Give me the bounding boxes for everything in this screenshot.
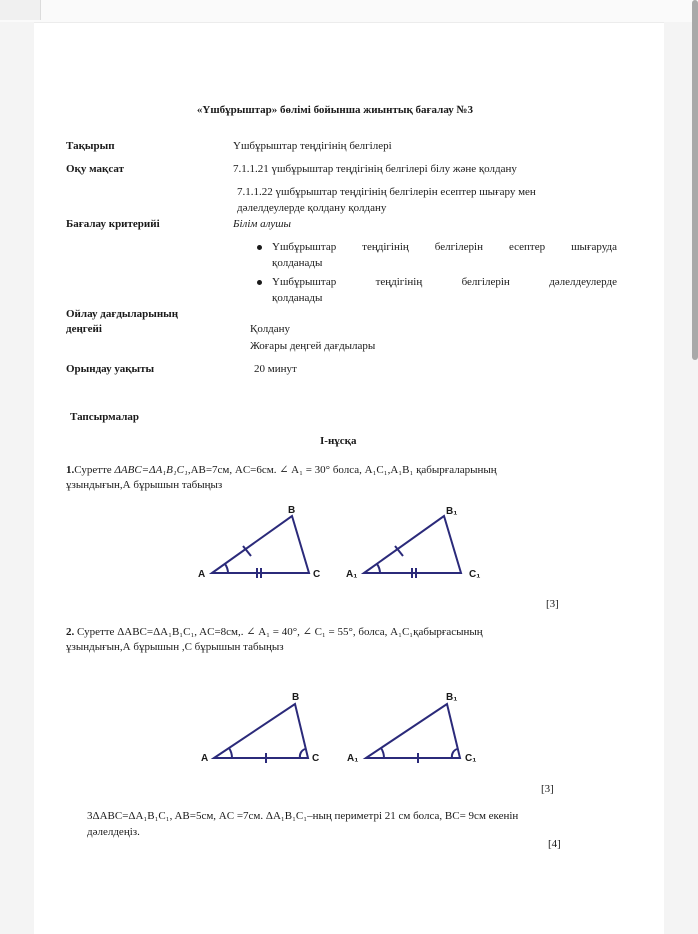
vertex-label-b-2: B [292, 692, 300, 703]
objective-2-line1: 7.1.1.22 үшбұрыштар теңдігінің белгілерін есептер шығару мен [237, 186, 536, 198]
page-title: «Үшбұрыштар» бөлімі бойынша жиынтық бағалау №3 [196, 104, 474, 116]
task-1-figure [190, 500, 490, 590]
triangle-abc-shape [212, 516, 309, 573]
topic-label: Тақырып [66, 140, 115, 152]
criteria-1-word: теңдігінің [362, 241, 409, 253]
vertex-label-b1: B₁ [446, 506, 458, 517]
criteria-1-line2: қолданады [272, 257, 323, 269]
vertex-label-a1: A₁ [346, 569, 358, 580]
triangle-a1b1c1 [364, 516, 461, 578]
vertex-label-c1-2: C₁ [465, 753, 477, 764]
criteria-1-word: Үшбұрыштар [272, 241, 337, 253]
triangle-abc-2-shape [214, 704, 308, 758]
task-1-line1 [66, 463, 497, 476]
task-2-number: 2. [66, 626, 75, 638]
vertex-label-c-2: C [312, 753, 320, 764]
task-1-equation: ΔABC=ΔA₁B₁C₁ [114, 464, 188, 476]
vertex-label-c1: C₁ [469, 569, 481, 580]
task-2-line2: ұзындығын,А бұрышын ,С бұрышын табыңыз [66, 641, 284, 653]
angle-arc-a [225, 564, 228, 573]
vertex-label-b: B [288, 505, 296, 516]
criteria-label: Бағалау критерийі [66, 218, 160, 230]
tasks-heading: Тапсырмалар [70, 411, 139, 423]
viewer-corner [0, 0, 41, 20]
task-1-lead: Суретте [74, 464, 115, 476]
angle-arc-a-2 [229, 748, 232, 758]
angle-arc-c-2 [300, 749, 305, 758]
criteria-1-word: есептер [508, 241, 546, 253]
triangle-a1b1c1-2 [366, 704, 460, 763]
time-value: 20 минут [254, 363, 297, 375]
triangle-abc-2 [214, 704, 308, 763]
criteria-2-word: теңдігінің [375, 276, 423, 288]
thinking-label-line1: Ойлау дағдыларының [66, 308, 179, 320]
bullet-icon [257, 280, 262, 285]
task-1-mark: [3] [546, 598, 559, 610]
angle-arc-a1-2 [381, 748, 384, 758]
criteria-2-line2: қолданады [272, 292, 323, 304]
objective-label: Оқу мақсат [66, 163, 125, 175]
task-1-given: ,AB=7см, AC=6см. ∠ A₁ = 30° болса, A₁C₁,A₁B₁ [187, 464, 414, 476]
criteria-2-word: белгілерін [461, 276, 510, 288]
topic-value: Үшбұрыштар теңдігінің белгілері [233, 140, 392, 152]
task-2-line1 [66, 625, 483, 638]
task-1-number: 1. [66, 464, 75, 476]
task-3-line2: дәлелдеңіз. [87, 826, 140, 838]
angle-arc-a1 [377, 564, 380, 573]
criteria-intro: Білім алушы [233, 218, 291, 230]
objective-2-line2: дәлелдеулерде қолдану қолдану [237, 202, 387, 214]
scrollbar-thumb[interactable] [692, 0, 698, 360]
objective-1: 7.1.1.21 үшбұрыштар теңдігінің белгілері білу және қолдану [233, 163, 517, 175]
task-2-mark: [3] [541, 783, 554, 795]
triangle-abc [212, 516, 309, 578]
criteria-1-line1 [272, 241, 617, 253]
criteria-2-word: Үшбұрыштар [272, 276, 337, 288]
criteria-2-line1 [272, 276, 617, 288]
vertex-label-a1-2: A₁ [347, 753, 359, 764]
task-2-figure [190, 685, 490, 775]
criteria-1-word: белгілерін [434, 241, 483, 253]
criteria-1-word: шығаруда [571, 241, 617, 253]
task-2-text: Суретте ΔABC=ΔA₁B₁C₁, AC=8см,. ∠ A₁ = 40°, ∠ C₁ = 55°, болса, A₁C₁қабырғасының [77, 626, 483, 638]
vertex-label-c: C [313, 569, 321, 580]
bullet-icon [257, 245, 262, 250]
vertex-label-b1-2: B₁ [446, 692, 458, 703]
thinking-label-line2: деңгейі [66, 323, 102, 335]
vertex-label-a: A [198, 569, 206, 580]
task-1-line2: ұзындығын,А бұрышын табыңыз [66, 479, 223, 491]
triangle-a1b1c1-2-shape [366, 704, 460, 758]
variant-heading: І-нұсқа [320, 435, 357, 447]
criteria-2-word: дәлелдеулерде [549, 276, 617, 288]
triangle-a1b1c1-shape [364, 516, 461, 573]
angle-arc-c1-2 [452, 749, 457, 758]
task-3-mark: [4] [548, 838, 561, 850]
viewer-top-bar [0, 0, 698, 23]
task-1-line1-end: қабырғаларының [416, 464, 497, 476]
vertex-label-a-2: A [201, 753, 209, 764]
task-3-line1: 3ΔABC=ΔA₁B₁C₁, AB=5см, AC =7см. ΔA₁B₁C₁–ның периметрі 21 см болса, BC= 9см екенін [87, 810, 519, 822]
time-label: Орындау уақыты [66, 363, 155, 375]
thinking-value-2: Жоғары деңгей дағдылары [250, 340, 376, 352]
thinking-value-1: Қолдану [250, 323, 291, 335]
viewer-margin-left [0, 22, 34, 934]
